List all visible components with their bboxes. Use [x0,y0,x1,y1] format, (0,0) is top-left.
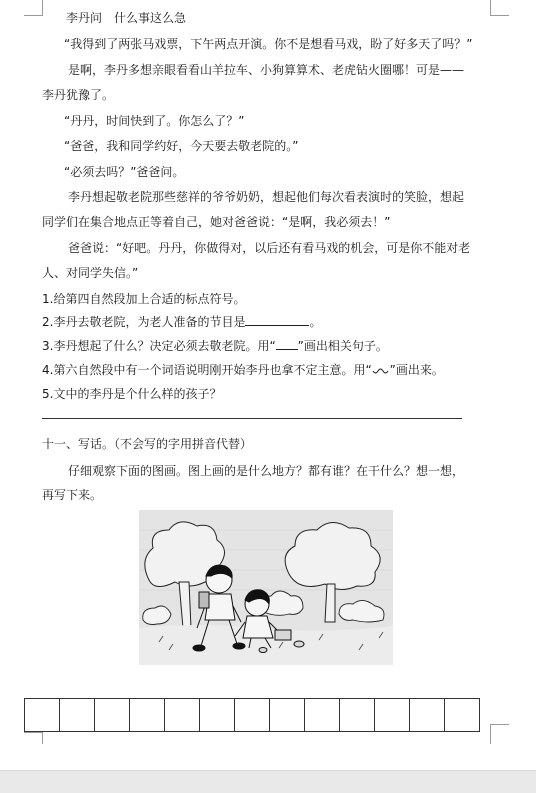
passage-line: “必须去吗？”爸爸问。 [64,165,185,179]
writing-prompt: 仔细观察下面的图画。图上画的是什么地方？都有谁？在干什么？想一想， [68,464,465,478]
passage-line: “爸爸，我和同学约好，今天要去敬老院的。” [64,139,299,153]
grid-cell[interactable] [375,699,410,731]
grid-cell[interactable] [340,699,375,731]
wavy-line-icon [372,368,390,376]
passage-line: 李丹想起敬老院那些慈祥的爷爷奶奶，想起他们每次看表演时的笑脸，想起 [68,190,465,204]
illustration-children-picnic [139,510,393,665]
passage-line: “丹丹，时间快到了。你怎么了？” [64,114,245,128]
passage-line: 李丹问 什么事这么急 [66,11,187,25]
grid-cell[interactable] [25,699,60,731]
question-4-text: 4.第六自然段中有一个词语说明刚开始李丹也拿不定主意。用“ [42,363,372,377]
grid-cell[interactable] [130,699,165,731]
crop-mark-bottom-right [490,724,491,744]
passage-line: 李丹犹豫了。 [42,88,115,102]
passage-line: 人、对同学失信。” [42,266,139,280]
question-3-text: 3.李丹想起了什么？决定必须去敬老院。用“ [42,339,276,353]
question-2-text: 2.李丹去敬老院，为老人准备的节目是 [42,315,246,329]
crop-mark-top-right-h [491,15,509,16]
answer-line[interactable] [42,418,462,419]
passage-line: “我得到了两张马戏票，下午两点开演。你不是想看马戏，盼了好多天了吗？” [64,37,473,51]
question-2-end: 。 [309,315,322,329]
grid-cell[interactable] [270,699,305,731]
question-4-end: ”画出来。 [389,363,444,377]
question-2 [42,314,321,329]
writing-grid[interactable] [24,698,480,732]
grid-cell[interactable] [165,699,200,731]
question-4 [42,363,444,377]
crop-mark-top-left-h [24,15,42,16]
question-3-end: ”画出相关句子。 [297,339,388,353]
writing-prompt: 再写下来。 [42,488,103,502]
grid-cell[interactable] [60,699,95,731]
grid-cell[interactable] [95,699,130,731]
question-1: 1.给第四自然段加上合适的标点符号。 [42,292,246,306]
crop-mark-bottom-left [42,732,43,744]
passage-line: 同学们在集合地点正等着自己，她对爸爸说：“是啊，我必须去！” [42,215,391,229]
crop-mark-top-left [42,0,43,16]
question-3 [42,338,388,353]
grid-cell[interactable] [305,699,340,731]
passage-line: 爸爸说：“好吧。丹丹，你做得对，以后还有看马戏的机会，可是你不能对老 [68,241,471,255]
crop-mark-bottom-left-h [24,732,42,733]
crop-mark-bottom-right-h [491,724,509,725]
grid-cell[interactable] [200,699,235,731]
crop-mark-top-right [490,0,491,16]
viewer-bottom-bar [0,770,536,793]
passage-line: 是啊，李丹多想亲眼看看山羊拉车、小狗算算术、老虎钻火圈哪！可是—— [68,63,465,77]
section-heading: 十一、写话。（不会写的字用拼音代替） [42,437,253,451]
grid-cell[interactable] [235,699,270,731]
answer-blank[interactable] [245,314,309,326]
grid-cell[interactable] [445,699,479,731]
grid-cell[interactable] [410,699,445,731]
underline-mark [276,338,298,350]
question-5: 5.文中的李丹是个什么样的孩子？ [42,387,222,401]
